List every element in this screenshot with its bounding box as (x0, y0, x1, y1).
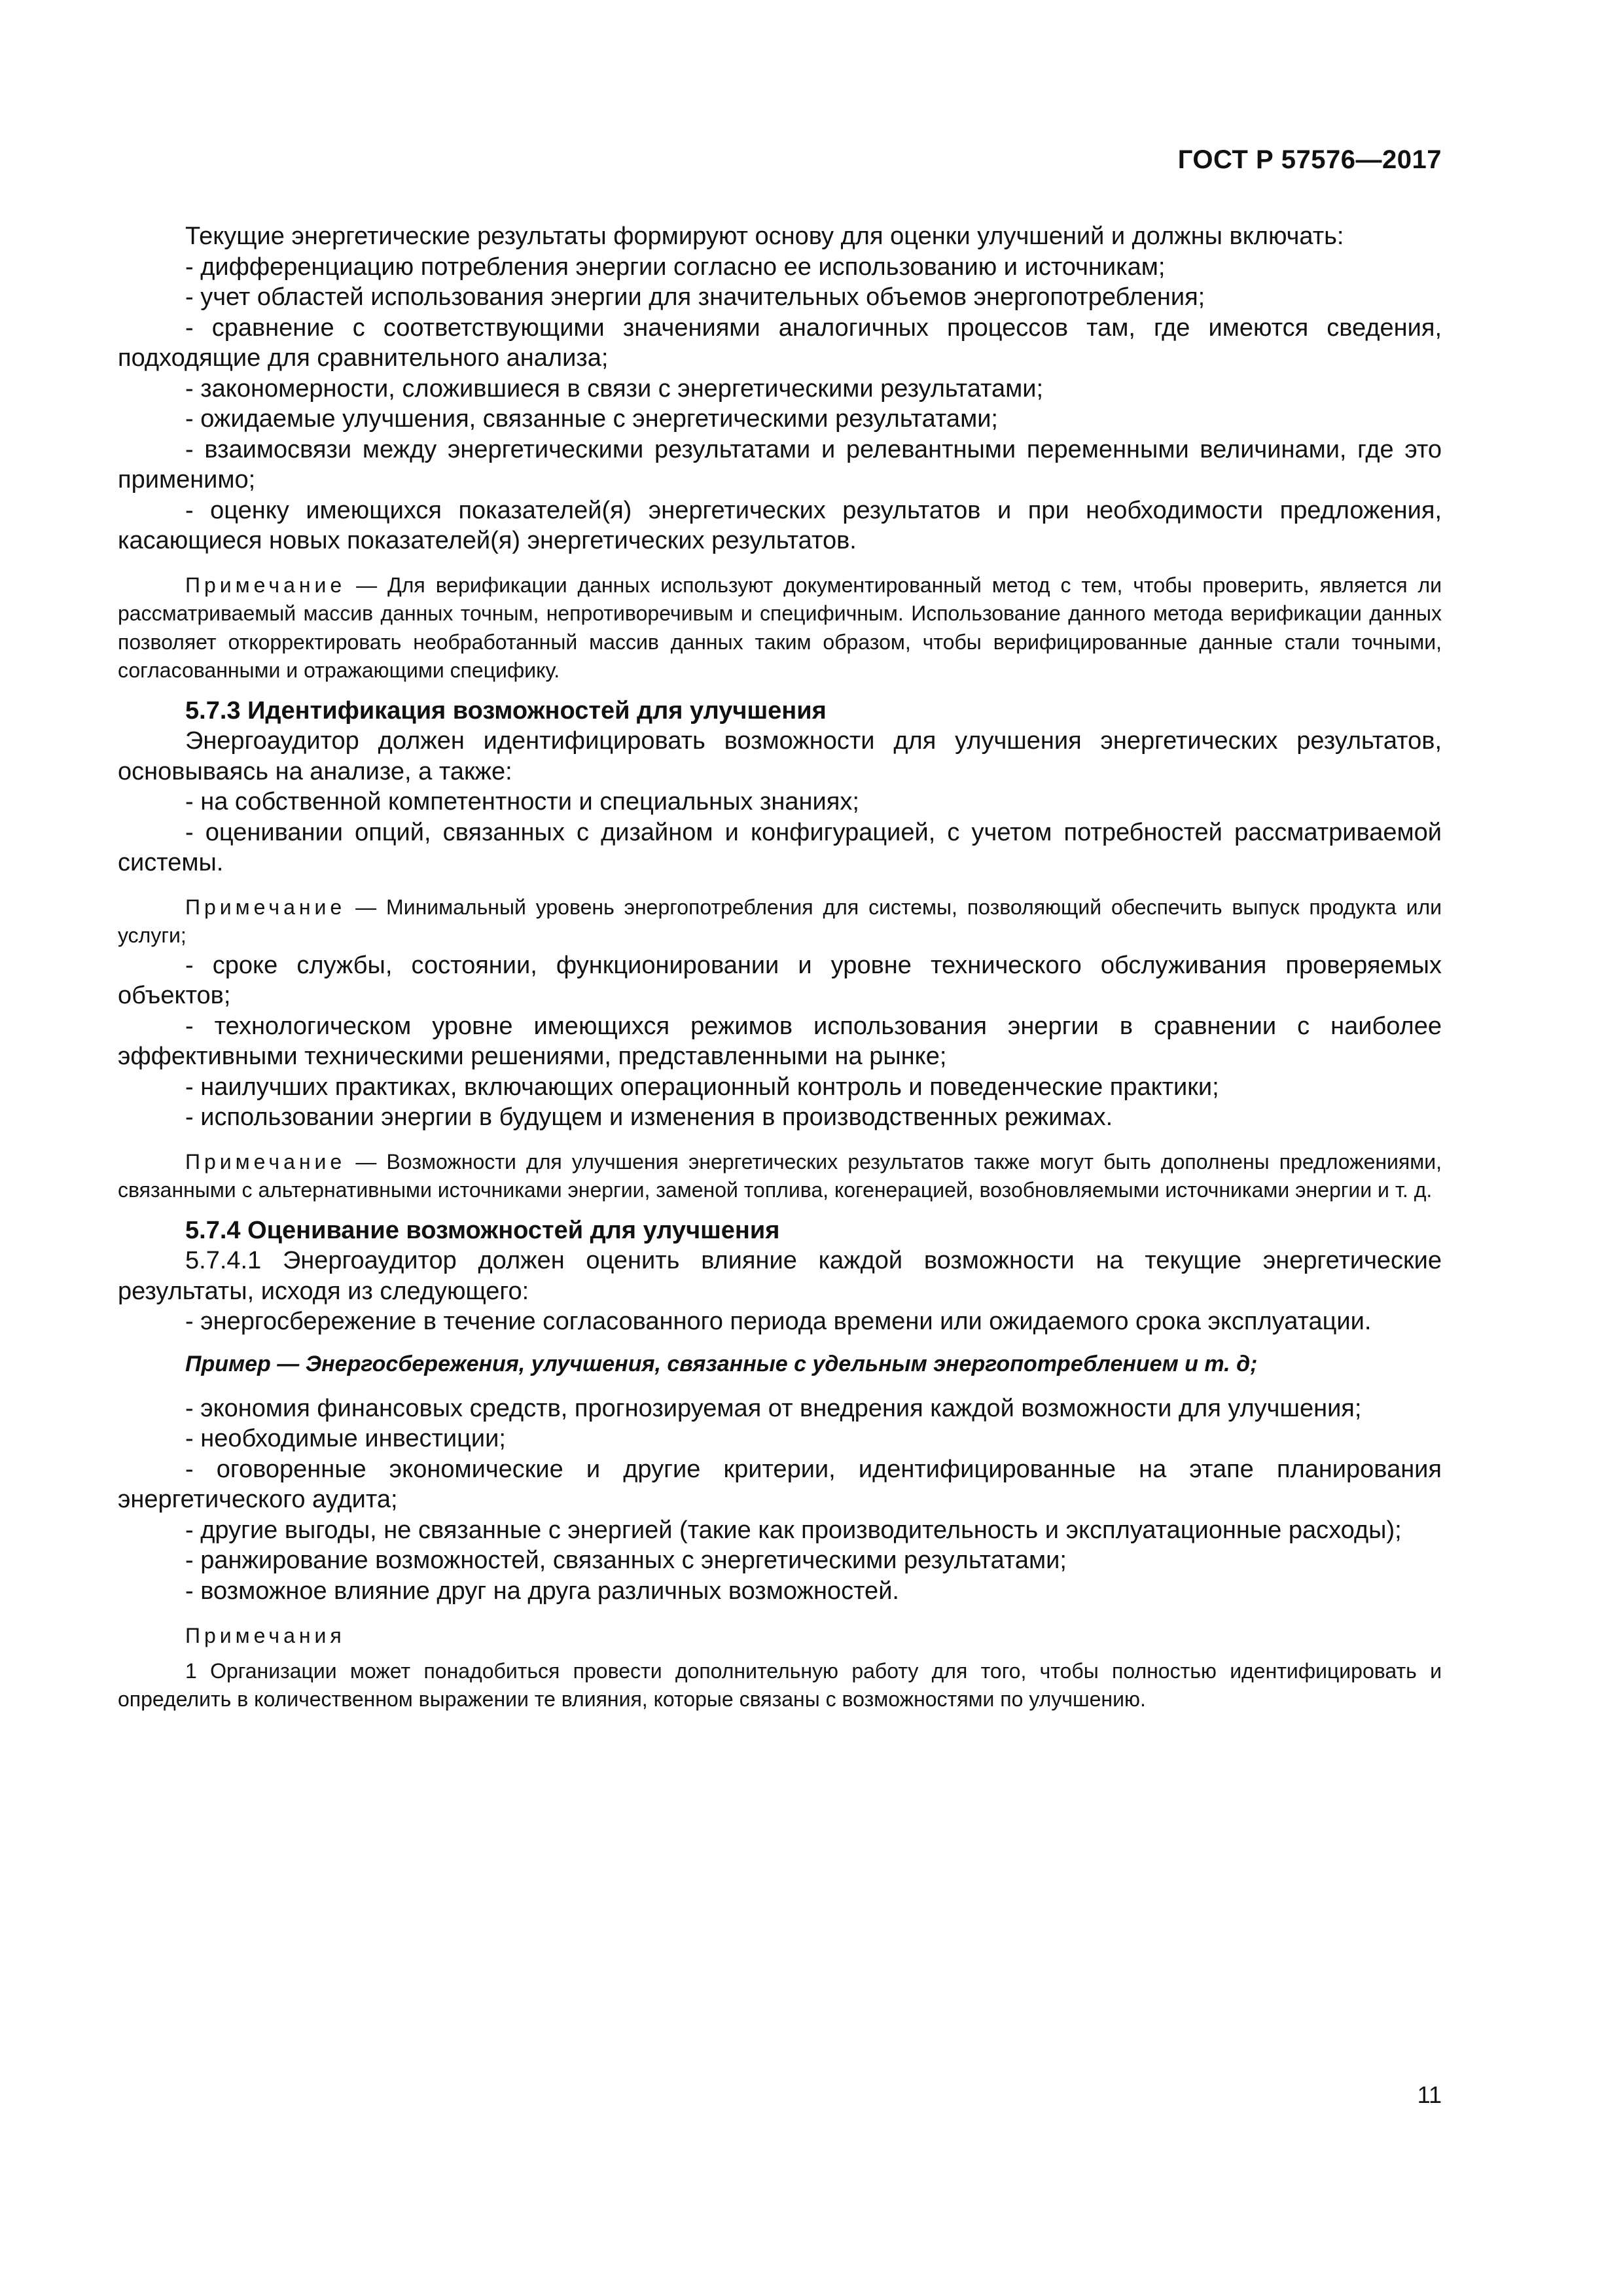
page-body (118, 221, 1442, 1714)
list-item: - ожидаемые улучшения, связанные с энергетическими результатами; (185, 405, 998, 433)
list-item: - наилучших практиках, включающих операционный контроль и поведенческие практики; (185, 1073, 1219, 1101)
example-text: Пример — Энергосбережения, улучшения, связанные с удельным энергопотреблением и т. д; (185, 1351, 1258, 1376)
note-label: Примечание (185, 573, 346, 597)
list-evaluation-criteria (118, 1393, 1442, 1607)
notes-title: Примечания (185, 1624, 346, 1647)
list-current-results (118, 252, 1442, 556)
list-item: - оценивании опций, связанных с дизайном и конфигурацией, с учетом потребностей рассматриваемой системы. (118, 818, 1442, 876)
paragraph-intro: Текущие энергетические результаты формируют основу для оценки улучшений и должны включать: (185, 223, 1344, 250)
note-text: — Минимальный уровень энергопотребления для системы, позволяющий обеспечить выпуск продукта или услуги; (118, 895, 1442, 947)
list-item: - взаимосвязи между энергетическими результатами и релевантными переменными величинами, где это применимо; (118, 435, 1442, 493)
note-text: — Для верификации данных используют документированный метод с тем, чтобы проверить, является ли рассматриваемый массив данных точным, непротиворечивым и специфичным. Использование данного метода верификации данных позволяет откорректировать необработанный массив данных таким образом, чтобы верифицированные данные стали точными, согласованными и отражающими специфику. (118, 573, 1442, 682)
list-item: - закономерности, сложившиеся в связи с энергетическими результатами; (185, 374, 1044, 403)
list-item: - энергосбережение в течение согласованного периода времени или ожидаемого срока эксплуатации. (185, 1308, 1372, 1335)
paragraph-5-7-4-1: 5.7.4.1 Энергоаудитор должен оценить влияние каждой возможности на текущие энергетические результаты, исходя из следующего: (118, 1247, 1442, 1305)
list-item: - возможное влияние друг на друга различных возможностей. (185, 1577, 899, 1605)
document-code-header: ГОСТ Р 57576—2017 (1177, 145, 1442, 174)
list-item: - оговоренные экономические и другие критерии, идентифицированные на этапе планирования энергетического аудита; (118, 1455, 1442, 1513)
note-minimum-consumption (118, 893, 1442, 950)
list-identification-basis-a (118, 787, 1442, 878)
list-item: - сроке службы, состоянии, функционировании и уровне технического обслуживания проверяемых объектов; (118, 951, 1442, 1009)
note-text: — Возможности для улучшения энергетических результатов также могут быть дополнены предложениями, связанными с альтернативными источниками энергии, заменой топлива, когенерацией, возобновляемыми источниками энергии и т. д. (118, 1149, 1442, 1202)
note-alternative-sources (118, 1148, 1442, 1205)
note-item-1: 1 Организации может понадобиться провести дополнительную работу для того, чтобы полностью идентифицировать и определить в количественном выражении те влияния, которые связаны с возможностями по улучшению. (118, 1659, 1442, 1711)
note-label: Примечание (185, 895, 346, 919)
list-item: - использовании энергии в будущем и изменения в производственных режимах. (185, 1103, 1113, 1131)
note-data-verification (118, 571, 1442, 685)
list-item: - необходимые инвестиции; (185, 1425, 506, 1452)
list-item: - сравнение с соответствующими значениями аналогичных процессов там, где имеются сведения, подходящие для сравнительного анализа; (118, 314, 1442, 372)
list-item: - оценку имеющихся показателей(я) энергетических результатов и при необходимости предложения, касающиеся новых показателей(я) энергетических результатов. (118, 496, 1442, 554)
list-item: - экономия финансовых средств, прогнозируемая от внедрения каждой возможности для улучшения; (185, 1394, 1362, 1422)
list-item: - другие выгоды, не связанные с энергией (такие как производительность и эксплуатационные расходы); (185, 1516, 1402, 1544)
list-item: - ранжирование возможностей, связанных с энергетическими результатами; (185, 1547, 1067, 1574)
paragraph-5-7-3-intro: Энергоаудитор должен идентифицировать возможности для улучшения энергетических результатов, основываясь на анализе, а также: (118, 727, 1442, 785)
note-label: Примечание (185, 1149, 346, 1174)
list-item: - технологическом уровне имеющихся режимов использования энергии в сравнении с наиболее эффективными техническими решениями, представленными на рынке; (118, 1012, 1442, 1070)
list-identification-basis-b (118, 950, 1442, 1133)
section-heading-5-7-3: 5.7.3 Идентификация возможностей для улучшения (185, 696, 827, 725)
list-item: - учет областей использования энергии для значительных объемов энергопотребления; (185, 283, 1205, 311)
section-heading-5-7-4: 5.7.4 Оценивание возможностей для улучшения (185, 1216, 780, 1244)
list-item: - дифференциацию потребления энергии согласно ее использованию и источникам; (185, 253, 1166, 281)
page-number: 11 (1417, 2081, 1442, 2108)
list-item: - на собственной компетентности и специальных знаниях; (185, 788, 859, 816)
